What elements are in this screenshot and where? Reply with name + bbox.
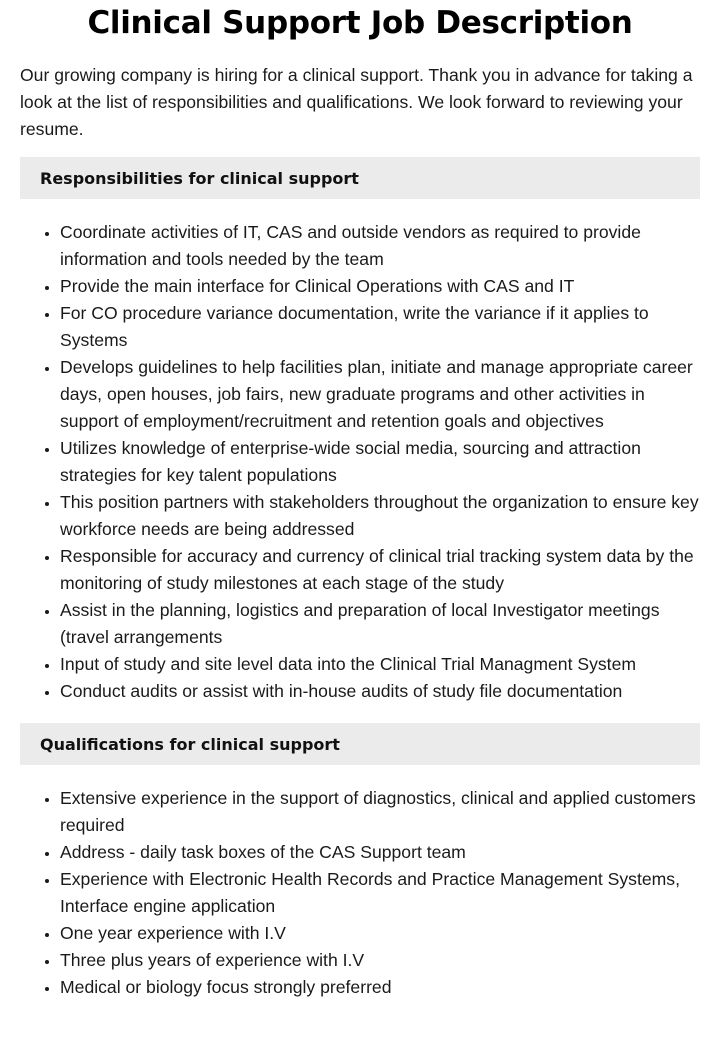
- list-item: • Medical or biology focus strongly preferred: [60, 974, 700, 1001]
- responsibilities-list: [20, 219, 700, 705]
- list-item: • Three plus years of experience with I.V: [60, 947, 700, 974]
- responsibilities-heading: Responsibilities for clinical support: [20, 157, 700, 199]
- list-item: • This position partners with stakeholders throughout the organization to ensure key workforce needs are being addressed: [60, 489, 700, 543]
- list-item: • Address - daily task boxes of the CAS Support team: [60, 839, 700, 866]
- list-item: • Utilizes knowledge of enterprise-wide social media, sourcing and attraction strategies for key talent populations: [60, 435, 700, 489]
- list-item: • Coordinate activities of IT, CAS and outside vendors as required to provide information and tools needed by the team: [60, 219, 700, 273]
- list-item: • Assist in the planning, logistics and preparation of local Investigator meetings (travel arrangements: [60, 597, 700, 651]
- list-item: • Extensive experience in the support of diagnostics, clinical and applied customers required: [60, 785, 700, 839]
- page-title: Clinical Support Job Description: [87, 5, 633, 41]
- list-item: • Provide the main interface for Clinical Operations with CAS and IT: [60, 273, 700, 300]
- qualifications-heading: Qualifications for clinical support: [20, 723, 700, 765]
- list-item: • Conduct audits or assist with in-house audits of study file documentation: [60, 678, 700, 705]
- qualifications-list: [20, 785, 700, 1001]
- list-item: • Experience with Electronic Health Records and Practice Management Systems, Interface engine application: [60, 866, 700, 920]
- list-item: • Develops guidelines to help facilities plan, initiate and manage appropriate career days, open houses, job fairs, new graduate programs and other activities in support of employment/recruitment and retention goals and objectives: [60, 354, 700, 435]
- list-item: • For CO procedure variance documentation, write the variance if it applies to Systems: [60, 300, 700, 354]
- intro-paragraph: Our growing company is hiring for a clinical support. Thank you in advance for taking a look at the list of responsibilities and qualifications. We look forward to reviewing your resume.: [20, 65, 693, 139]
- list-item: • One year experience with I.V: [60, 920, 700, 947]
- list-item: • Input of study and site level data into the Clinical Trial Managment System: [60, 651, 700, 678]
- list-item: • Responsible for accuracy and currency of clinical trial tracking system data by the monitoring of study milestones at each stage of the study: [60, 543, 700, 597]
